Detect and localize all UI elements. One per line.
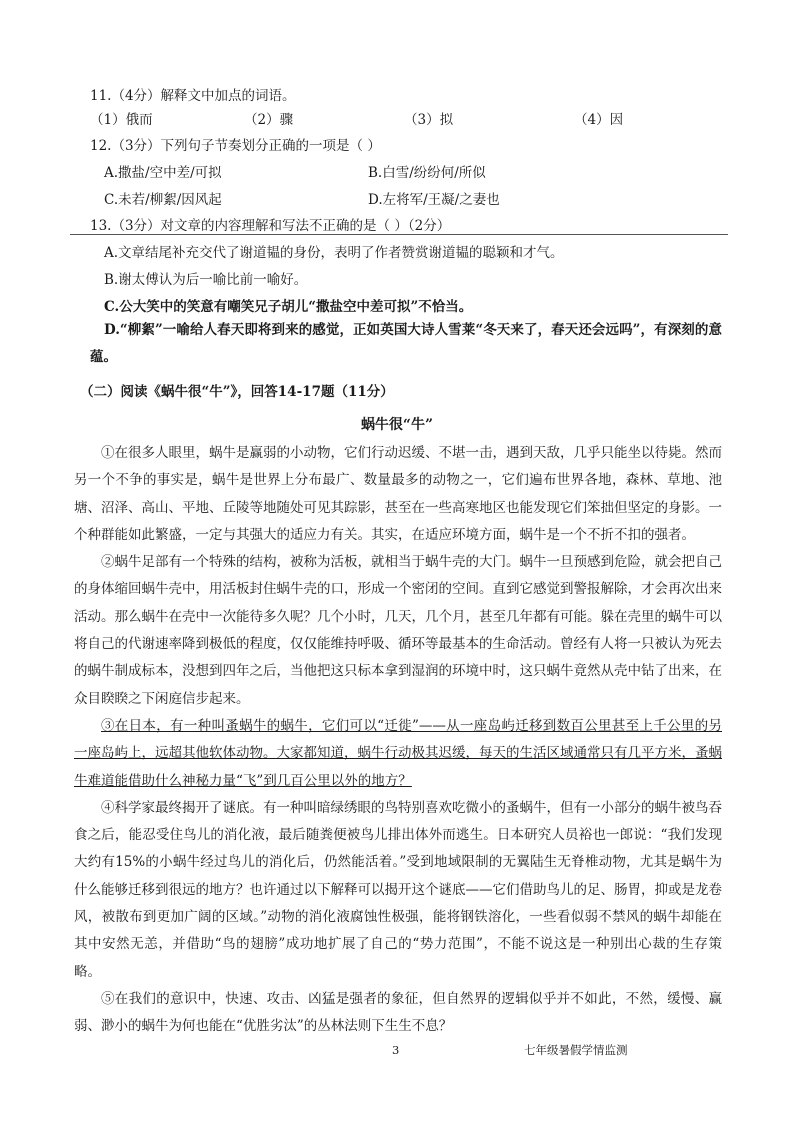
- section-2-heading: （二）阅读《蜗牛很“牛”》，回答14-17题（11分）: [80, 384, 394, 400]
- question-11-items: [90, 110, 664, 130]
- article-paragraph-5: ⑤在我们的意识中，快速、攻击、凶猛是强者的象征，但自然界的逻辑似乎并不如此，不然，缓慢、赢弱、渺小的蜗牛为何也能在“优胜劣汰”的丛林法则下生生不息？: [74, 990, 722, 1035]
- article-body: [74, 440, 722, 1041]
- q13-option-b: B.谢太傅认为后一喻比前一喻好。: [104, 272, 308, 288]
- q11-item-1: （1）俄而: [90, 112, 153, 128]
- question-13-stem: 13.（3分）对文章的内容理解和写法不正确的是（ ）（2分）: [90, 218, 451, 234]
- article-paragraph-3: ③在日本，有一种叫蚤蜗牛的蜗牛，它们可以“迁徙”——从一座岛屿迁移到数百公里甚至上千公里的另一座岛屿上，远超其他软体动物。大家都知道，蜗牛行动极其迟缓，每天的生活区域通常只有几平方米，蚤蜗牛难道能借助什么神秘力量“飞”到几百公里以外的地方？: [74, 717, 722, 789]
- q11-item-2: （2）骤: [244, 112, 294, 128]
- q13-option-a: A.文章结尾补充交代了谢道韫的身份，表明了作者赞赏谢道韫的聪颖和才气。: [104, 245, 564, 261]
- question-12-row-2: [104, 190, 664, 210]
- q11-item-3: （3）拟: [404, 112, 454, 128]
- article-paragraph-1: ①在很多人眼里，蜗牛是赢弱的小动物，它们行动迟缓、不堪一击，遇到天敌，几乎只能坐以待毙。然而另一个不争的事实是，蜗牛是世界上分布最广、数量最多的动物之一，它们遍布世界各地，森林、草地、池塘、沼泽、高山、平地、丘陵等地随处可见其踪影，甚至在一些高寒地区也能发现它们笨拙但坚定的身影。一个种群能如此繁盛，一定与其强大的适应力有关。其实，在适应环境方面，蜗牛是一个不折不扣的强者。: [74, 445, 722, 543]
- q12-option-b: B.白雪/纷纷何/所似: [368, 165, 486, 181]
- q12-option-c: C.未若/柳絮/因风起: [104, 192, 222, 208]
- page-number: 3: [392, 1043, 400, 1057]
- question-12-row-1: [104, 163, 664, 183]
- article-paragraph-4: ④科学家最终揭开了谜底。有一种叫暗绿绣眼的鸟特别喜欢吃微小的蚤蜗牛，但有一小部分的蜗牛被鸟吞食之后，能忍受住鸟儿的消化液，最后随粪便被鸟儿排出体外而逃生。日本研究人员裕也一郎说：“我们发现大约有15%的小蜗牛经过鸟儿的消化后，仍然能活着。”受到地域限制的无翼陆生无脊椎动物，尤其是蜗牛为什么能够迁移到很远的地方？也许通过以下解释可以揭开这个谜底——它们借助鸟儿的足、肠胃，抑或是龙卷风，被散布到更加广阔的区域。”动物的消化液腐蚀性极强，能将钢铁溶化，一些看似弱不禁风的蜗牛却能在其中安然无恙，并借助“鸟的翅膀”成功地扩展了自己的“势力范围”，不能不说这是一种别出心裁的生存策略。: [74, 799, 722, 980]
- q13-option-c: C.公大笑中的笑意有嘲笑兄子胡儿“撒盐空中差可拟”不恰当。: [104, 299, 473, 315]
- q12-option-d: D.左将军/王凝/之妻也: [368, 192, 500, 208]
- q12-option-a: A.撒盐/空中差/可拟: [104, 165, 222, 181]
- divider-line: [70, 234, 728, 235]
- question-11-stem: 11.（4分）解释文中加点的词语。: [90, 88, 296, 104]
- article-title: 蜗牛很“牛”: [360, 417, 434, 433]
- q11-item-4: （4）因: [574, 112, 624, 128]
- question-12-stem: 12.（3分）下列句子节奏划分正确的一项是（ ）: [90, 138, 381, 154]
- exam-name: 七年级暑假学情监测: [524, 1043, 628, 1057]
- q13-option-d: D.“柳絮”一喻给人春天即将到来的感觉，正如英国大诗人雪莱“冬天来了，春天还会远吗”，有深刻的意蕴。: [90, 322, 722, 366]
- article-paragraph-2: ②蜗牛足部有一个特殊的结构，被称为活板，就相当于蜗牛壳的大门。蜗牛一旦预感到危险，就会把自己的身体缩回蜗牛壳中，用活板封住蜗牛壳的口，形成一个密闭的空间。直到它感觉到警报解除，才会再次出来活动。那么蜗牛在壳中一次能待多久呢？几个小时，几天，几个月，甚至几年都有可能。躲在壳里的蜗牛可以将自己的代谢速率降到极低的程度，仅仅能维持呼吸、循环等最基本的生命活动。曾经有人将一只被认为死去的蜗牛制成标本，没想到四年之后，当他把这只标本拿到湿润的环境中时，这只蜗牛竟然从壳中钻了出来，在众目睽睽之下闲庭信步起来。: [74, 554, 722, 707]
